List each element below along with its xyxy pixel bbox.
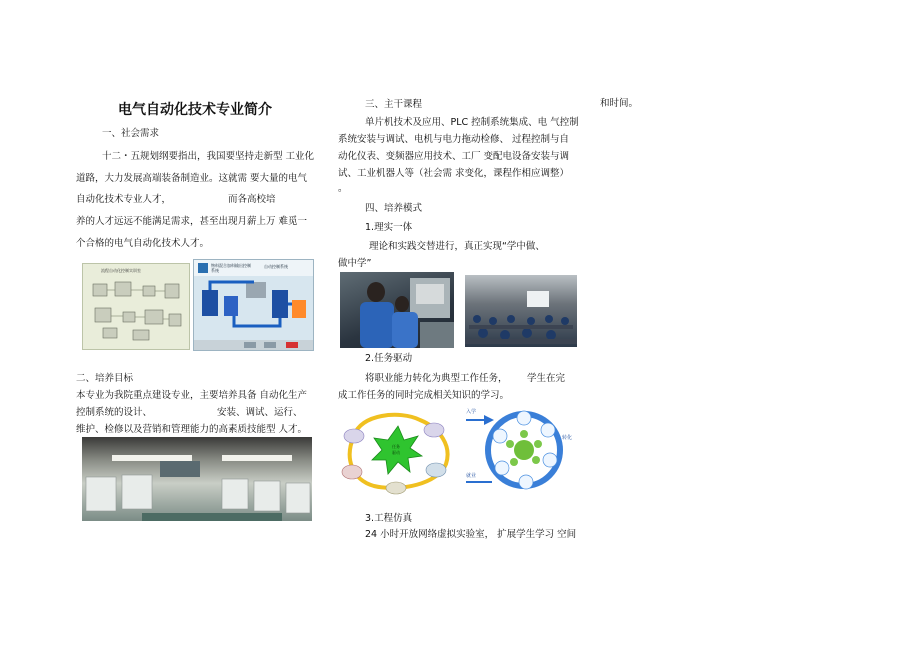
paragraph-line: 个合格的电气自动化技术人才。 xyxy=(76,238,210,249)
scada-screen-image: 物料混合加料输出控制系统 自动控制系统 xyxy=(193,259,314,351)
paragraph-line: 试、工业机器人等（社会需 求变化，课程作相应调整） xyxy=(338,168,570,179)
paragraph-line: 安装、调试、运行、 xyxy=(217,407,303,418)
subsection-heading: 2.任务驱动 xyxy=(365,353,413,364)
paragraph-line: 做中学” xyxy=(338,258,372,269)
section-heading-training-mode: 四、培养模式 xyxy=(365,203,423,214)
paragraph-line: 而各高校培 xyxy=(228,194,276,205)
section-heading-training-goal: 二、培养目标 xyxy=(76,373,134,384)
paragraph-line: 和时间。 xyxy=(600,98,639,109)
subsection-heading: 3.工程仿真 xyxy=(365,513,413,524)
paragraph-line: 十二・五规划纲要指出，我国要坚持走新型 工业化 xyxy=(102,151,315,162)
lab-photo xyxy=(82,437,312,521)
plant-diagram-image: 流程自动化控制实训室 xyxy=(82,263,190,350)
paragraph-line: 。 xyxy=(338,183,348,194)
paragraph-line: 自动化技术专业人才， xyxy=(76,194,172,205)
paragraph-line: 道路，大力发展高端装备制造业。这就需 要大量的电气 xyxy=(76,173,308,184)
document-title: 电气自动化技术专业简介 xyxy=(118,102,272,118)
paragraph-line: 本专业为我院重点建设专业，主要培养具备 自动化生产 xyxy=(76,390,308,401)
task-driven-diagram: 任务 驱动 xyxy=(340,406,458,496)
paragraph-line: 维护、检修以及营销和管理能力的高素质技能型 人才。 xyxy=(76,424,308,435)
paragraph-line: 学生在完 xyxy=(527,373,566,384)
subsection-heading: 1.理实一体 xyxy=(365,222,413,233)
paragraph-line: 单片机技术及应用、PLC 控制系统集成、电 气控制 xyxy=(365,117,579,128)
cycle-diagram: 入学 就业 转化 xyxy=(462,402,576,496)
paragraph-line: 成工作任务的同时完成相关知识的学习。 xyxy=(338,390,510,401)
paragraph-line: 控制系统的设计、 xyxy=(76,407,153,418)
paragraph-line: 将职业能力转化为典型工作任务， xyxy=(365,373,508,384)
paragraph-line: 养的人才远远不能满足需求，甚至出现月薪上万 难觅一 xyxy=(76,216,308,227)
section-heading-social-demand: 一、社会需求 xyxy=(102,128,160,139)
paragraph-line: 系统安装与调试、电机与电力拖动检修、 过程控制与自 xyxy=(338,134,570,145)
paragraph-line: 理论和实践交替进行，真正实现“学中做、 xyxy=(369,241,545,252)
practice-photo xyxy=(340,272,454,348)
paragraph-line: 动化仪表、变频器应用技术、工厂 变配电设备安装与调 xyxy=(338,151,570,162)
paragraph-line: 24 小时开放网络虚拟实验室， 扩展学生学习 空间 xyxy=(365,529,577,540)
classroom-photo xyxy=(465,275,577,347)
section-heading-core-courses: 三、主干课程 xyxy=(365,99,423,110)
